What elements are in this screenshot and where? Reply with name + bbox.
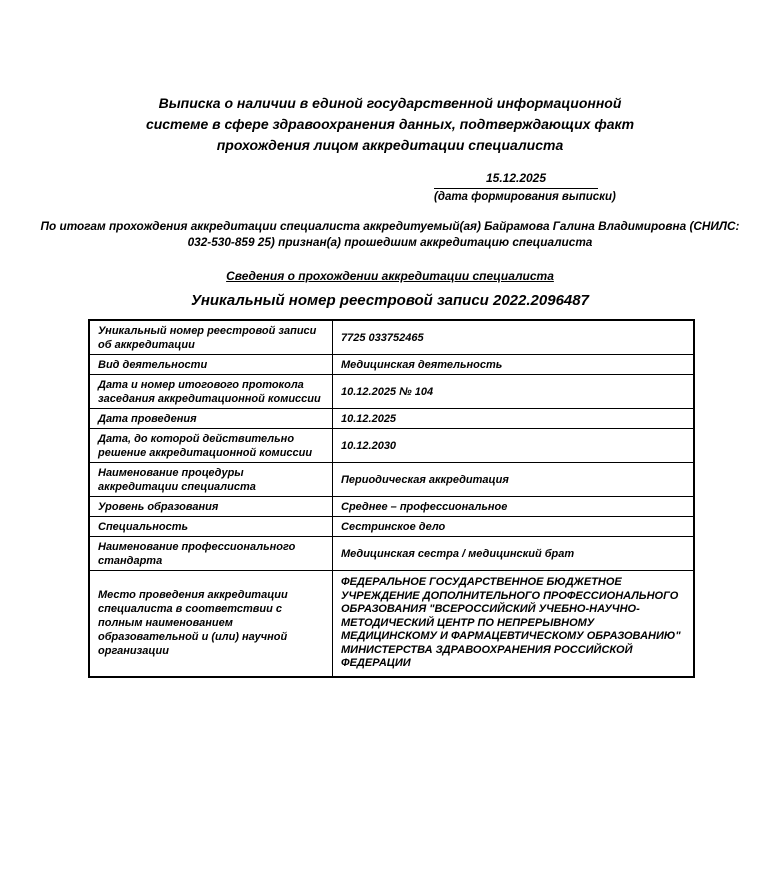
table-row (89, 517, 694, 537)
intro-line: По итогам прохождения аккредитации специалиста аккредитуемый(ая) Байрамова Галина Владимировна (СНИЛС: (40, 219, 740, 233)
field-label: Место проведения аккредитации специалиста в соответствии с полным наименованием образовательной и (или) научной организации (89, 571, 333, 677)
field-label: Дата проведения (89, 409, 333, 429)
table-row (89, 320, 694, 355)
field-value: 7725 033752465 (333, 320, 695, 355)
document-title-line: системе в сфере здравоохранения данных, подтверждающих факт (145, 116, 635, 132)
field-value: 10.12.2030 (333, 429, 695, 463)
table-row (89, 429, 694, 463)
table-row (89, 355, 694, 375)
field-label: Дата и номер итогового протокола заседания аккредитационной комиссии (89, 375, 333, 409)
field-value: Медицинская деятельность (333, 355, 695, 375)
field-value: 10.12.2025 (333, 409, 695, 429)
table-row (89, 497, 694, 517)
field-value: Периодическая аккредитация (333, 463, 695, 497)
intro-paragraph (0, 219, 780, 250)
field-label: Наименование процедуры аккредитации специалиста (89, 463, 333, 497)
field-label: Дата, до которой действительно решение аккредитационной комиссии (89, 429, 333, 463)
table-row (89, 571, 694, 677)
section-heading: Сведения о прохождении аккредитации специалиста (226, 269, 554, 283)
table-row (89, 375, 694, 409)
field-label: Вид деятельности (89, 355, 333, 375)
field-value: ФЕДЕРАЛЬНОЕ ГОСУДАРСТВЕННОЕ БЮДЖЕТНОЕ УЧРЕЖДЕНИЕ ДОПОЛНИТЕЛЬНОГО ПРОФЕССИОНАЛЬНОГО ОБРАЗОВАНИЯ "ВСЕРОССИЙСКИЙ УЧЕБНО-НАУЧНО-МЕТОДИЧЕСКИЙ ЦЕНТР ПО НЕПРЕРЫВНОМУ МЕДИЦИНСКОМУ И ФАРМАЦЕВТИЧЕСКОМУ ОБРАЗОВАНИЮ" МИНИСТЕРСТВА ЗДРАВООХРАНЕНИЯ РОССИЙСКОЙ ФЕДЕРАЦИИ (333, 571, 695, 677)
intro-line: 032-530-859 25) признан(а) прошедшим аккредитацию специалиста (187, 234, 593, 249)
field-label: Наименование профессионального стандарта (89, 537, 333, 571)
accreditation-table (88, 319, 695, 678)
document-title (0, 0, 780, 156)
document-title-line: прохождения лицом аккредитации специалиста (216, 137, 564, 153)
field-label: Уникальный номер реестровой записи об аккредитации (89, 320, 333, 355)
table-row (89, 463, 694, 497)
field-label: Специальность (89, 517, 333, 537)
extract-date-block (434, 171, 616, 204)
field-value: 10.12.2025 № 104 (333, 375, 695, 409)
field-value: Медицинская сестра / медицинский брат (333, 537, 695, 571)
document-title-line: Выписка о наличии в единой государственной информационной (158, 95, 622, 111)
field-value: Сестринское дело (333, 517, 695, 537)
field-value: Среднее – профессиональное (333, 497, 695, 517)
field-label: Уровень образования (89, 497, 333, 517)
extract-date: 15.12.2025 (434, 171, 598, 189)
registry-number-heading: Уникальный номер реестровой записи 2022.2096487 (191, 292, 589, 309)
table-row (89, 409, 694, 429)
extract-date-caption: (дата формирования выписки) (434, 191, 616, 203)
table-row (89, 537, 694, 571)
